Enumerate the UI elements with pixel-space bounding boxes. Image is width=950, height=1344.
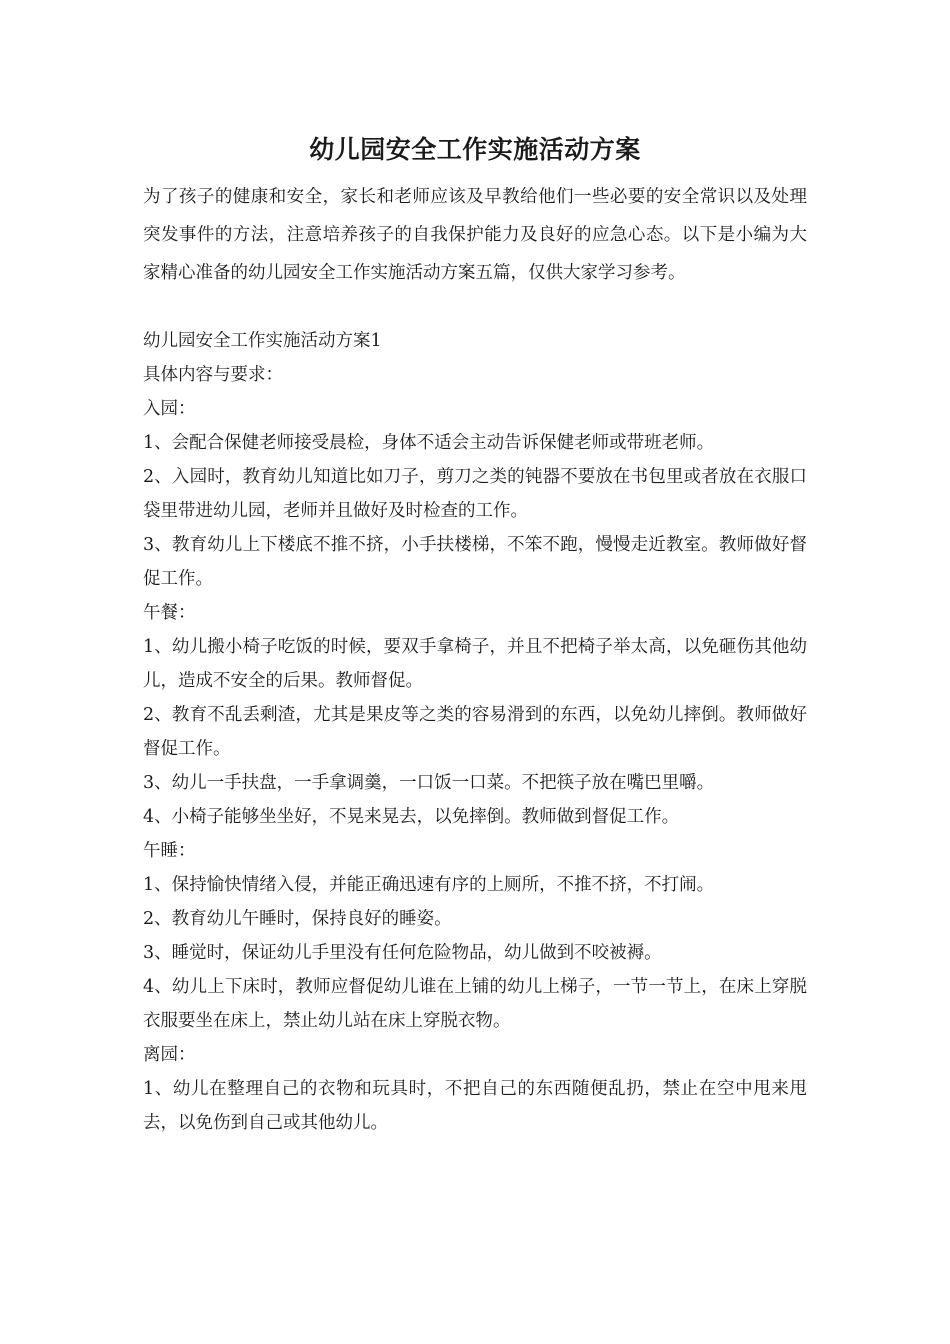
group-nap: [143, 834, 807, 1038]
intro-paragraph-block: [143, 178, 807, 292]
group-label: 入园：: [143, 399, 196, 419]
list-item: 2、入园时，教育幼儿知道比如刀子，剪刀之类的钝器不要放在书包里或者放在衣服口袋里带进幼儿园，老师并且做好及时检查的工作。: [143, 467, 807, 521]
document-title: 幼儿园安全工作实施活动方案: [309, 135, 641, 164]
group-arrival: [143, 392, 807, 596]
section-heading: 幼儿园安全工作实施活动方案1: [143, 331, 382, 351]
list-item: 2、教育幼儿午睡时，保持良好的睡姿。: [143, 909, 452, 929]
group-lunch: [143, 596, 807, 834]
requirements-label: 具体内容与要求：: [143, 365, 283, 385]
group-departure: [143, 1038, 807, 1140]
list-item: 1、幼儿搬小椅子吃饭的时候，要双手拿椅子，并且不把椅子举太高，以免砸伤其他幼儿，造成不安全的后果。教师督促。: [143, 637, 807, 691]
list-item: 4、小椅子能够坐坐好，不晃来晃去，以免摔倒。教师做到督促工作。: [143, 807, 680, 827]
list-item: 1、保持愉快情绪入侵，并能正确迅速有序的上厕所，不推不挤，不打闹。: [143, 875, 715, 895]
group-label: 离园：: [143, 1045, 196, 1065]
list-item: 3、幼儿一手扶盘，一手拿调羹，一口饭一口菜。不把筷子放在嘴巴里嚼。: [143, 773, 715, 793]
list-item: 1、幼儿在整理自己的衣物和玩具时，不把自己的东西随便乱扔，禁止在空中甩来甩去，以免伤到自己或其他幼儿。: [143, 1079, 807, 1133]
group-label: 午睡：: [143, 841, 196, 861]
intro-paragraph: 为了孩子的健康和安全，家长和老师应该及早教给他们一些必要的安全常识以及处理突发事件的方法，注意培养孩子的自我保护能力及良好的应急心态。以下是小编为大家精心准备的幼儿园安全工作实施活动方案五篇，仅供大家学习参考。: [143, 187, 807, 283]
list-item: 3、教育幼儿上下楼底不推不挤，小手扶楼梯，不笨不跑，慢慢走近教室。教师做好督促工作。: [143, 535, 807, 589]
list-item: 3、睡觉时，保证幼儿手里没有任何危险物品，幼儿做到不咬被褥。: [143, 943, 662, 963]
group-label: 午餐：: [143, 603, 196, 623]
list-item: 2、教育不乱丢剩渣，尤其是果皮等之类的容易滑到的东西，以免幼儿摔倒。教师做好督促工作。: [143, 705, 807, 759]
list-item: 4、幼儿上下床时，教师应督促幼儿谁在上铺的幼儿上梯子，一节一节上，在床上穿脱衣服要坐在床上，禁止幼儿站在床上穿脱衣物。: [143, 977, 807, 1031]
list-item: 1、会配合保健老师接受晨检，身体不适会主动告诉保健老师或带班老师。: [143, 433, 715, 453]
document-page: [143, 132, 807, 1140]
